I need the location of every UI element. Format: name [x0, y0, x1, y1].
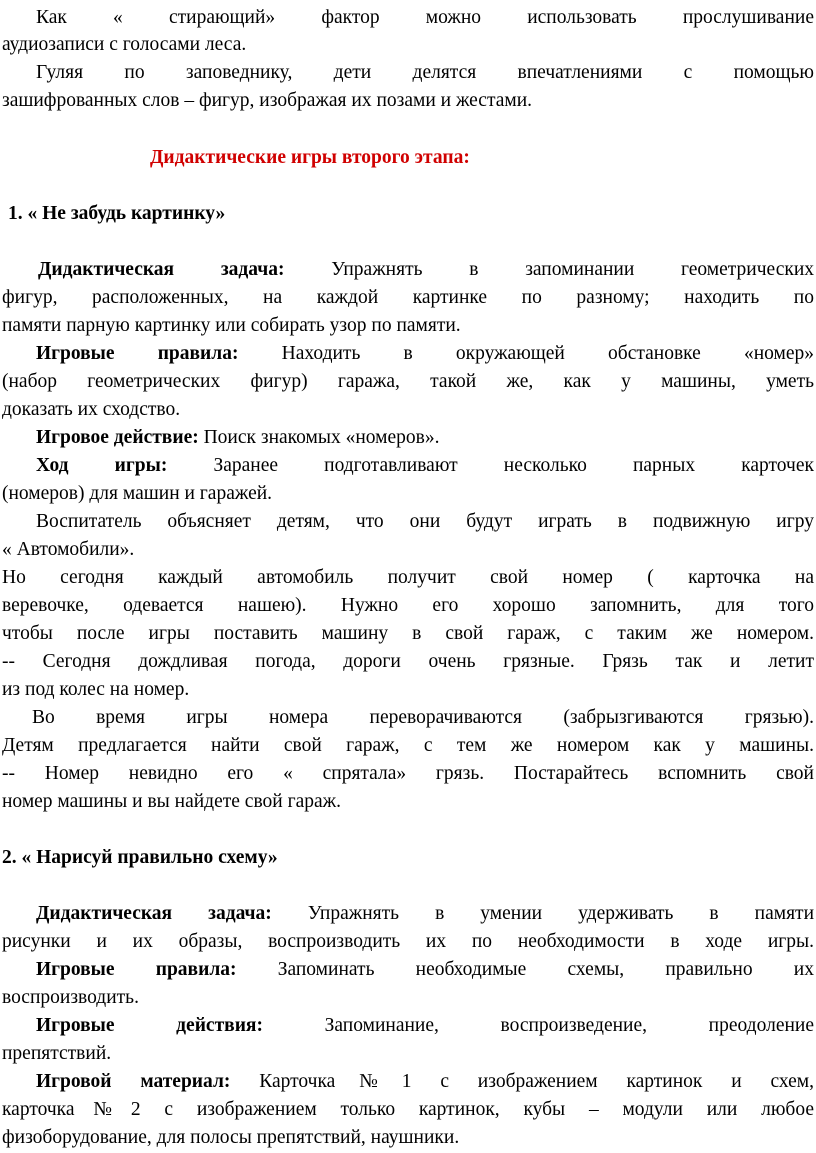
- game-1-title: 1. « Не забудь картинку»: [8, 203, 226, 224]
- game-2-task-text: Упражнять в умении удерживать в памяти: [307, 903, 815, 924]
- game-1-paragraph-3-line-1: -- Сегодня дождливая погода, дороги очень грязные. Грязь так и летит: [2, 651, 814, 672]
- intro-paragraph-2-line-1: Гуляя по заповеднику, дети делятся впечатлениями с помощью: [36, 62, 814, 83]
- game-1-task-line-3: памяти парную картинку или собирать узор по памяти.: [2, 315, 461, 336]
- game-1-task-line-2: фигур, расположенных, на каждой картинке по разному; находить по: [2, 287, 814, 308]
- game-1-task-label: Дидактическая задача:: [38, 259, 285, 280]
- game-1-task-text: Упражнять в запоминании геометрических: [331, 259, 815, 280]
- game-1-course-line-2: (номеров) для машин и гаражей.: [2, 483, 273, 504]
- game-1-action-text: Поиск знакомых «номеров».: [203, 427, 440, 448]
- game-1-paragraph-4-line-2: Детям предлагается найти свой гараж, с тем же номером как у машины.: [2, 735, 814, 756]
- game-2-actions-text: Запоминание, воспроизведение, преодоление: [324, 1015, 815, 1036]
- game-1-course-label: Ход игры:: [36, 455, 168, 476]
- game-2-rules-text: Запоминать необходимые схемы, правильно их: [277, 959, 814, 980]
- game-2-actions-line-1: [2, 1012, 814, 1040]
- intro-paragraph-1-line-2: аудиозаписи с голосами леса.: [2, 34, 247, 55]
- game-2-actions-label: Игровые действия:: [36, 1015, 263, 1036]
- game-1-paragraph-4-line-1: Во время игры номера переворачиваются (забрызгиваются грязью).: [32, 707, 814, 728]
- game-1-paragraph-2-line-1: Но сегодня каждый автомобиль получит свой номер ( карточка на: [2, 567, 814, 588]
- game-1-rules-line-3: доказать их сходство.: [2, 399, 181, 420]
- game-2-task-line-1: [2, 900, 814, 928]
- game-2-title: 2. « Нарисуй правильно схему»: [2, 847, 278, 868]
- game-2-rules-line-1: [2, 956, 814, 984]
- game-2-rules-label: Игровые правила:: [36, 959, 237, 980]
- game-1-action-line: [2, 424, 816, 452]
- game-2-task-line-2: рисунки и их образы, воспроизводить их по необходимости в ходе игры.: [2, 931, 814, 952]
- game-2-material-text: Карточка№1 с изображением картинок и схем,: [259, 1071, 815, 1092]
- game-1-paragraph-1-line-1: Воспитатель объясняет детям, что они будут играть в подвижную игру: [36, 511, 814, 532]
- game-1-action-label: Игровое действие:: [36, 427, 199, 448]
- game-1-paragraph-1-line-2: « Автомобили».: [2, 539, 135, 560]
- game-1-paragraph-4-line-4: номер машины и вы найдете свой гараж.: [2, 791, 342, 812]
- game-1-rules-line-1: [2, 340, 814, 368]
- game-1-rules-line-2: (набор геометрических фигур) гаража, такой же, как у машины, уметь: [2, 371, 814, 392]
- game-2-material-line-1: [2, 1068, 814, 1096]
- game-2-actions-line-2: препятствий.: [2, 1043, 112, 1064]
- game-1-course-text: Заранее подготавливают несколько парных карточек: [213, 455, 814, 476]
- game-1-task-line-1: [2, 256, 814, 284]
- game-1-paragraph-2-line-2: веревочке, одевается нашею). Нужно его хорошо запомнить, для того: [2, 595, 814, 616]
- section-heading: Дидактические игры второго этапа:: [150, 147, 470, 168]
- intro-paragraph-1-line-1: Как « стирающий» фактор можно использовать прослушивание: [36, 7, 814, 28]
- game-1-rules-text: Находить в окружающей обстановке «номер»: [281, 343, 815, 364]
- game-1-paragraph-4-line-3: -- Номер невидно его « спрятала» грязь. Постарайтесь вспомнить свой: [2, 763, 814, 784]
- game-1-rules-label: Игровые правила:: [36, 343, 239, 364]
- intro-paragraph-2-line-2: зашифрованных слов – фигур, изображая их позами и жестами.: [2, 90, 533, 111]
- game-1-paragraph-2-line-3: чтобы после игры поставить машину в свой гараж, с таким же номером.: [2, 623, 814, 644]
- game-2-material-line-2: карточка№2 с изображением только картинок, кубы – модули или любое: [2, 1099, 814, 1120]
- game-1-course-line-1: [2, 452, 814, 480]
- game-2-material-line-3: физоборудование, для полосы препятствий, наушники.: [2, 1127, 460, 1148]
- game-2-material-label: Игровой материал:: [36, 1071, 231, 1092]
- game-2-rules-line-2: воспроизводить.: [2, 987, 139, 1008]
- game-2-task-label: Дидактическая задача:: [36, 903, 272, 924]
- game-1-paragraph-3-line-2: из под колес на номер.: [2, 679, 190, 700]
